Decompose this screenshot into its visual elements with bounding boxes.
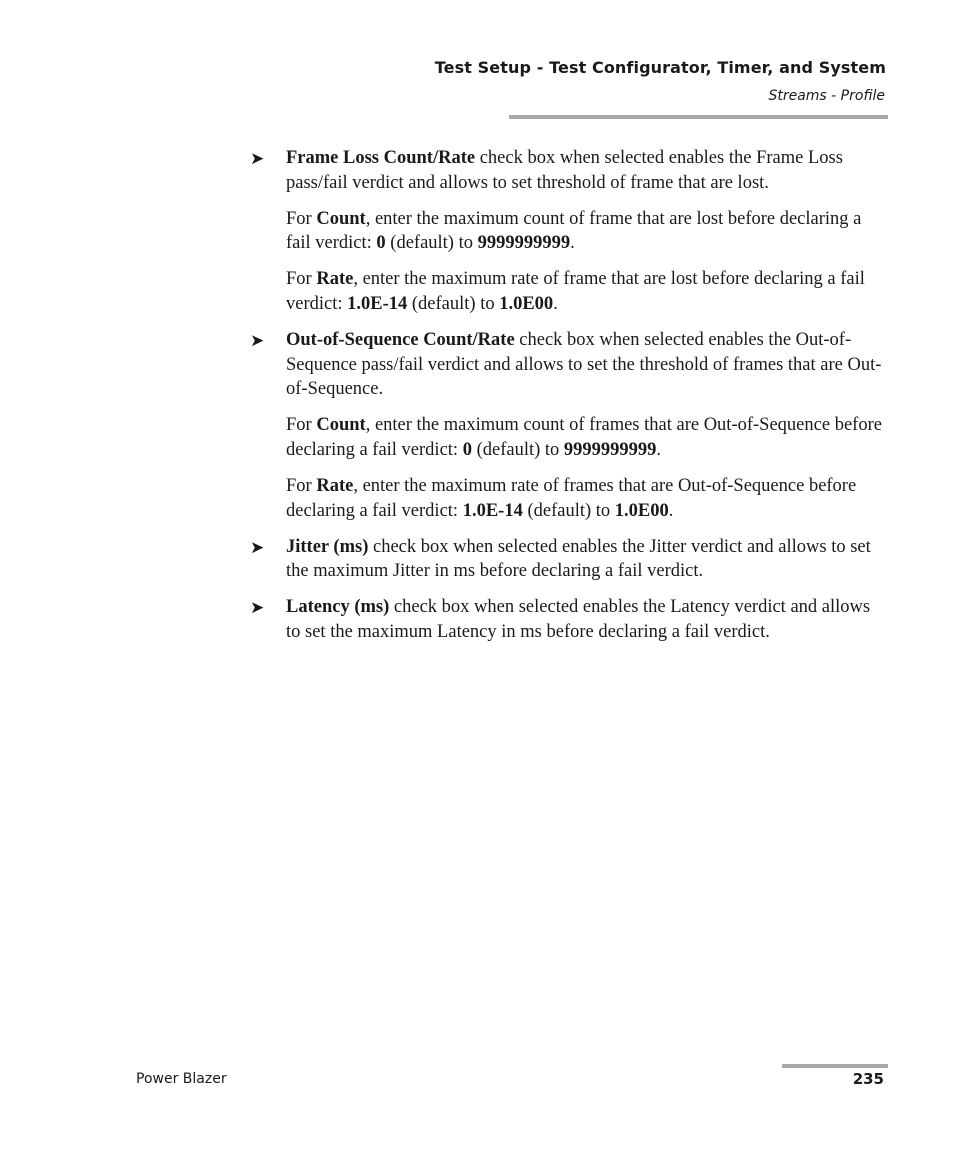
page-number: 235 <box>852 1070 884 1088</box>
footer-divider <box>782 1064 888 1068</box>
item-text: check box when selected enables the Frame Loss pass/fail verdict and allows to set threshold of frame that are lost. <box>286 148 843 193</box>
value-min: 1.0E-14 <box>462 500 523 521</box>
arrow-bullet-icon: ➤ <box>250 331 265 352</box>
term: Count <box>316 415 366 436</box>
value-min: 0 <box>462 439 472 460</box>
item-text: check box when selected enables the Out-of-Sequence pass/fail verdict and allows to set the threshold of frames that are Out-of-Sequence. <box>286 330 882 400</box>
arrow-bullet-icon: ➤ <box>250 149 265 169</box>
item-lead: Latency (ms) <box>286 597 390 618</box>
item-lead: Out-of-Sequence Count/Rate <box>286 330 515 351</box>
term: Rate <box>316 269 354 290</box>
value-max: 1.0E00 <box>614 500 669 521</box>
page-header-title: Test Setup - Test Configurator, Timer, and System <box>434 58 886 77</box>
bullet-item-jitter <box>250 535 886 584</box>
paragraph-frame-loss-count: For Count, enter the maximum count of frame that are lost before declaring a fail verdict: 0 (default) to 9999999999. <box>286 208 862 254</box>
arrow-bullet-icon: ➤ <box>250 537 265 558</box>
bullet-item-latency <box>250 595 886 644</box>
value-min: 1.0E-14 <box>347 293 408 314</box>
bullet-item-frame-loss <box>250 146 886 195</box>
arrow-bullet-icon: ➤ <box>250 598 265 619</box>
item-text: check box when selected enables the Jitter verdict and allows to set the maximum Jitter in ms before declaring a fail verdict. <box>286 536 871 582</box>
item-lead: Frame Loss Count/Rate <box>286 148 476 168</box>
value-max: 1.0E00 <box>499 293 554 314</box>
footer-product-name: Power Blazer <box>136 1071 227 1087</box>
item-lead: Jitter (ms) <box>286 536 369 557</box>
page-header-subtitle: Streams - Profile <box>768 88 885 104</box>
paragraph-oos-count: For Count, enter the maximum count of frames that are Out-of-Sequence before declaring a fail verdict: 0 (default) to 9999999999. <box>286 415 882 460</box>
value-max: 9999999999 <box>563 439 657 460</box>
header-divider <box>509 115 888 119</box>
value-min: 0 <box>376 233 386 254</box>
paragraph-frame-loss-rate: For Rate, enter the maximum rate of frame that are lost before declaring a fail verdict: 1.0E-14 (default) to 1.0E00. <box>286 269 865 314</box>
value-max: 9999999999 <box>477 233 571 254</box>
document-body <box>250 146 886 656</box>
item-text: check box when selected enables the Latency verdict and allows to set the maximum Latency in ms before declaring a fail verdict. <box>286 597 871 642</box>
paragraph-oos-rate: For Rate, enter the maximum rate of frames that are Out-of-Sequence before declaring a fail verdict: 1.0E-14 (default) to 1.0E00. <box>286 476 857 521</box>
term: Count <box>316 208 366 229</box>
term: Rate <box>316 476 354 497</box>
bullet-item-out-of-sequence <box>250 328 886 402</box>
